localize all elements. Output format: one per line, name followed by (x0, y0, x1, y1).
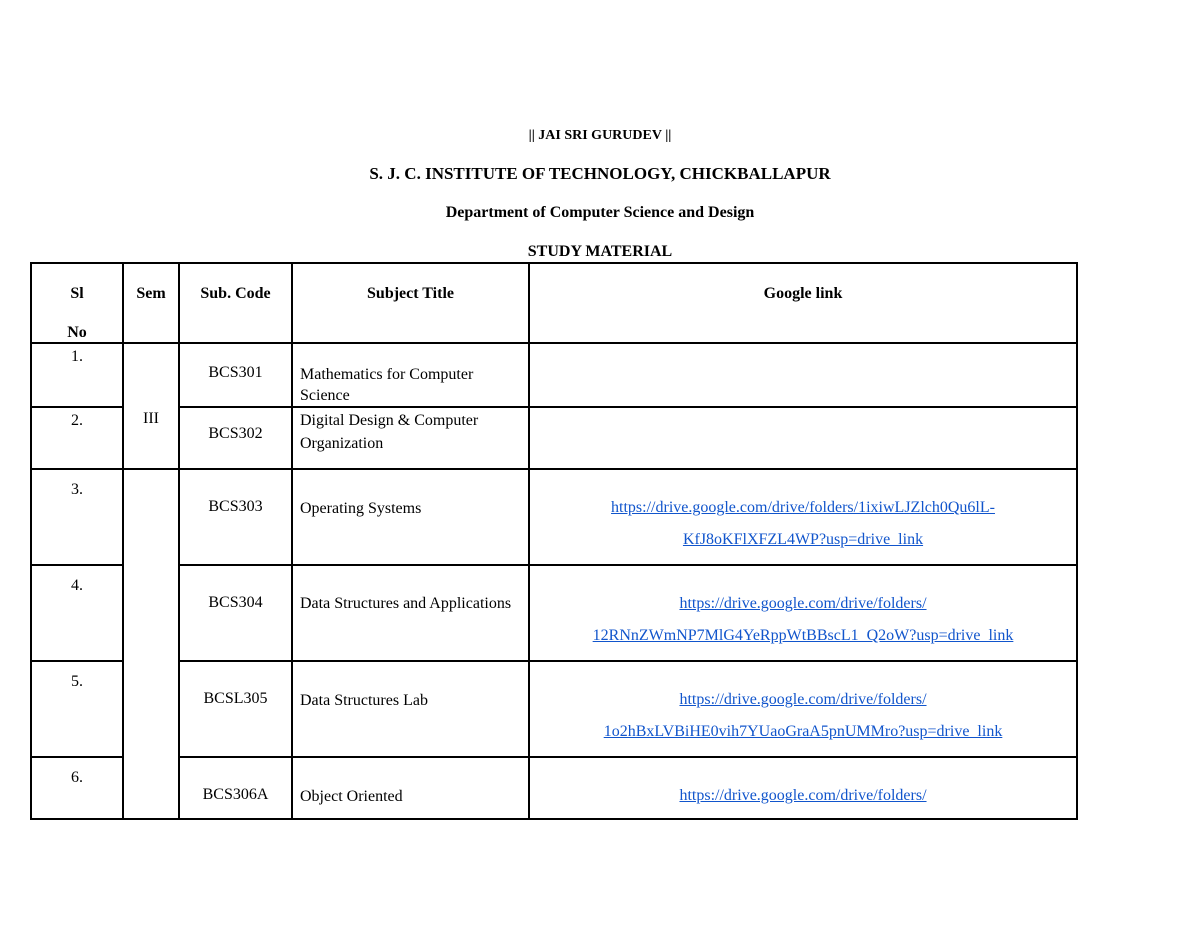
subject-title-cell: Digital Design & Computer Organization (292, 407, 529, 469)
column-header-subject-title: Subject Title (292, 263, 529, 343)
google-link-cell (529, 661, 1077, 757)
drive-link-line1[interactable]: https://drive.google.com/drive/folders/ (679, 691, 927, 708)
sl-no-cell: 1. (31, 343, 123, 407)
column-header-google-link: Google link (529, 263, 1077, 343)
google-link-cell (529, 407, 1077, 469)
google-link-cell (529, 343, 1077, 407)
google-link-cell (529, 757, 1077, 819)
subject-title-cell: Mathematics for Computer Science (292, 343, 529, 407)
drive-link-line2[interactable]: 1o2hBxLVBiHE0vih7YUaoGraA5pnUMMro?usp=drive_link (603, 723, 1003, 740)
sub-code-cell: BCS302 (179, 407, 292, 469)
subject-title-cell: Data Structures and Applications (292, 565, 529, 661)
column-header-sub-code: Sub. Code (179, 263, 292, 343)
document-title: STUDY MATERIAL (527, 243, 673, 260)
subject-title-cell: Operating Systems (292, 469, 529, 565)
sl-no-cell: 3. (31, 469, 123, 565)
table-header-row (31, 263, 1077, 343)
sub-code-cell: BCSL305 (179, 661, 292, 757)
drive-link-line2[interactable]: 12RNnZWmNP7MlG4YeRppWtBBscL1_Q2oW?usp=drive_link (592, 627, 1014, 644)
table-row (31, 407, 1077, 469)
drive-link-line1[interactable]: https://drive.google.com/drive/folders/ (679, 595, 927, 612)
study-material-table (30, 262, 1078, 820)
institute-name: S. J. C. INSTITUTE OF TECHNOLOGY, CHICKBALLAPUR (369, 164, 831, 183)
sl-header-top: Sl (70, 285, 84, 302)
subject-title-cell: Data Structures Lab (292, 661, 529, 757)
drive-link-line1[interactable]: https://drive.google.com/drive/folders/1ixiwLJZlch0Qu6lL- (611, 499, 995, 516)
blessing-heading: || JAI SRI GURUDEV || (528, 128, 672, 143)
table-row (31, 343, 1077, 407)
sub-code-cell: BCS304 (179, 565, 292, 661)
sl-no-cell: 6. (31, 757, 123, 819)
sem-cell: III (123, 343, 179, 469)
sub-code-cell: BCS301 (179, 343, 292, 407)
sl-no-cell: 2. (31, 407, 123, 469)
google-link-cell (529, 565, 1077, 661)
sl-no-cell: 4. (31, 565, 123, 661)
column-header-sem: Sem (123, 263, 179, 343)
sl-header-bottom: No (67, 324, 87, 341)
column-header-sl-no (31, 263, 123, 343)
table-row (31, 757, 1077, 819)
table-row (31, 469, 1077, 565)
subject-title-cell: Object Oriented (292, 757, 529, 819)
sub-code-cell: BCS306A (179, 757, 292, 819)
sub-code-cell: BCS303 (179, 469, 292, 565)
sl-no-cell: 5. (31, 661, 123, 757)
sem-cell-empty (123, 469, 179, 819)
google-link-cell (529, 469, 1077, 565)
department-name: Department of Computer Science and Design (445, 204, 755, 221)
table-row (31, 661, 1077, 757)
drive-link-line2[interactable]: KfJ8oKFlXFZL4WP?usp=drive_link (682, 531, 924, 548)
drive-link-line1[interactable]: https://drive.google.com/drive/folders/ (679, 787, 927, 804)
table-row (31, 565, 1077, 661)
